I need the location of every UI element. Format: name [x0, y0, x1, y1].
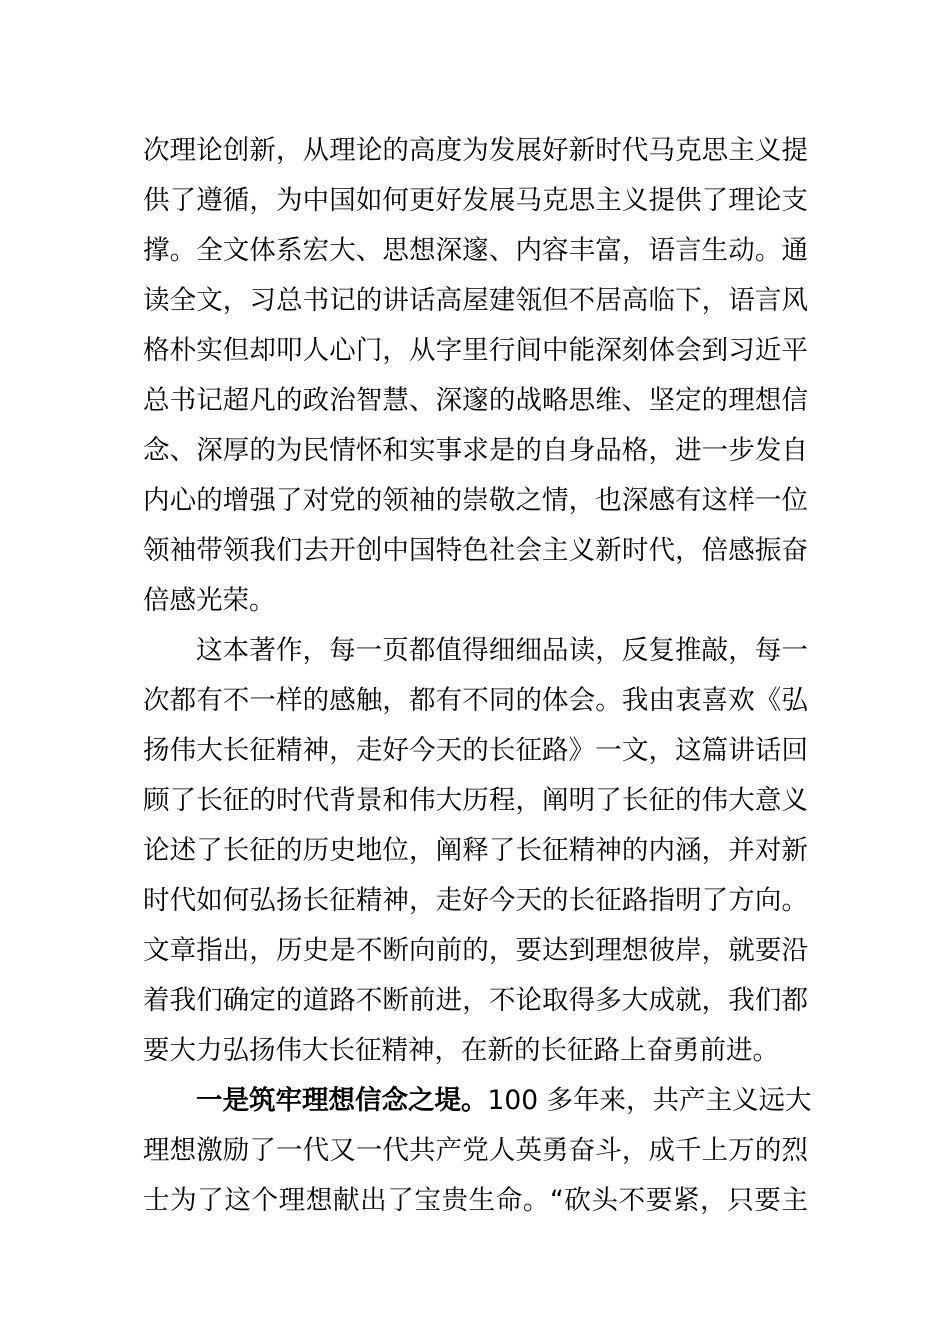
- document-body: [143, 126, 812, 1226]
- text-line: 这本著作，每一页都值得细细品读，反复推敲，每一: [196, 635, 808, 666]
- text-line: 读全文，习总书记的讲话高屋建瓴但不居高临下，语言风: [143, 285, 808, 316]
- text-span: 100 多年来，共产主义远大: [487, 1085, 812, 1116]
- text-line: 供了遵循，为中国如何更好发展马克思主义提供了理论支: [143, 185, 808, 216]
- text-line: 着我们确定的道路不断前进，不论取得多大成就，我们都: [143, 985, 808, 1016]
- text-line: 次都有不一样的感触，都有不同的体会。我由衷喜欢《弘: [143, 685, 808, 716]
- text-line: 时代如何弘扬长征精神，走好今天的长征路指明了方向。: [143, 885, 808, 916]
- text-line: 次理论创新，从理论的高度为发展好新时代马克思主义提: [143, 135, 808, 166]
- text-line: [143, 1076, 812, 1126]
- text-line: 内心的增强了对党的领袖的崇敬之情，也深感有这样一位: [143, 485, 808, 516]
- text-line: 领袖带领我们去开创中国特色社会主义新时代，倍感振奋: [143, 535, 808, 566]
- paragraph-1: [143, 126, 808, 626]
- text-line: 士为了这个理想献出了宝贵生命。“砍头不要紧，只要主: [143, 1185, 808, 1216]
- text-line: 总书记超凡的政治智慧、深邃的战略思维、坚定的理想信: [143, 385, 808, 416]
- paragraph-3: [143, 1076, 812, 1226]
- text-line: 倍感光荣。: [143, 585, 276, 616]
- text-line: 文章指出，历史是不断向前的，要达到理想彼岸，就要沿: [143, 935, 808, 966]
- text-line: 要大力弘扬伟大长征精神，在新的长征路上奋勇前进。: [143, 1035, 779, 1066]
- text-line: 顾了长征的时代背景和伟大历程，阐明了长征的伟大意义: [143, 785, 808, 816]
- paragraph-2: [143, 626, 808, 1076]
- text-line: 撑。全文体系宏大、思想深邃、内容丰富，语言生动。通: [143, 235, 808, 266]
- text-line: 理想激励了一代又一代共产党人英勇奋斗，成千上万的烈: [143, 1135, 808, 1166]
- text-line: 扬伟大长征精神，走好今天的长征路》一文，这篇讲话回: [143, 735, 808, 766]
- section-heading: 一是筑牢理想信念之堤。: [196, 1085, 488, 1116]
- text-line: 格朴实但却叩人心门，从字里行间中能深刻体会到习近平: [143, 335, 808, 366]
- text-line: 念、深厚的为民情怀和实事求是的自身品格，进一步发自: [143, 435, 808, 466]
- text-line: 论述了长征的历史地位，阐释了长征精神的内涵，并对新: [143, 835, 808, 866]
